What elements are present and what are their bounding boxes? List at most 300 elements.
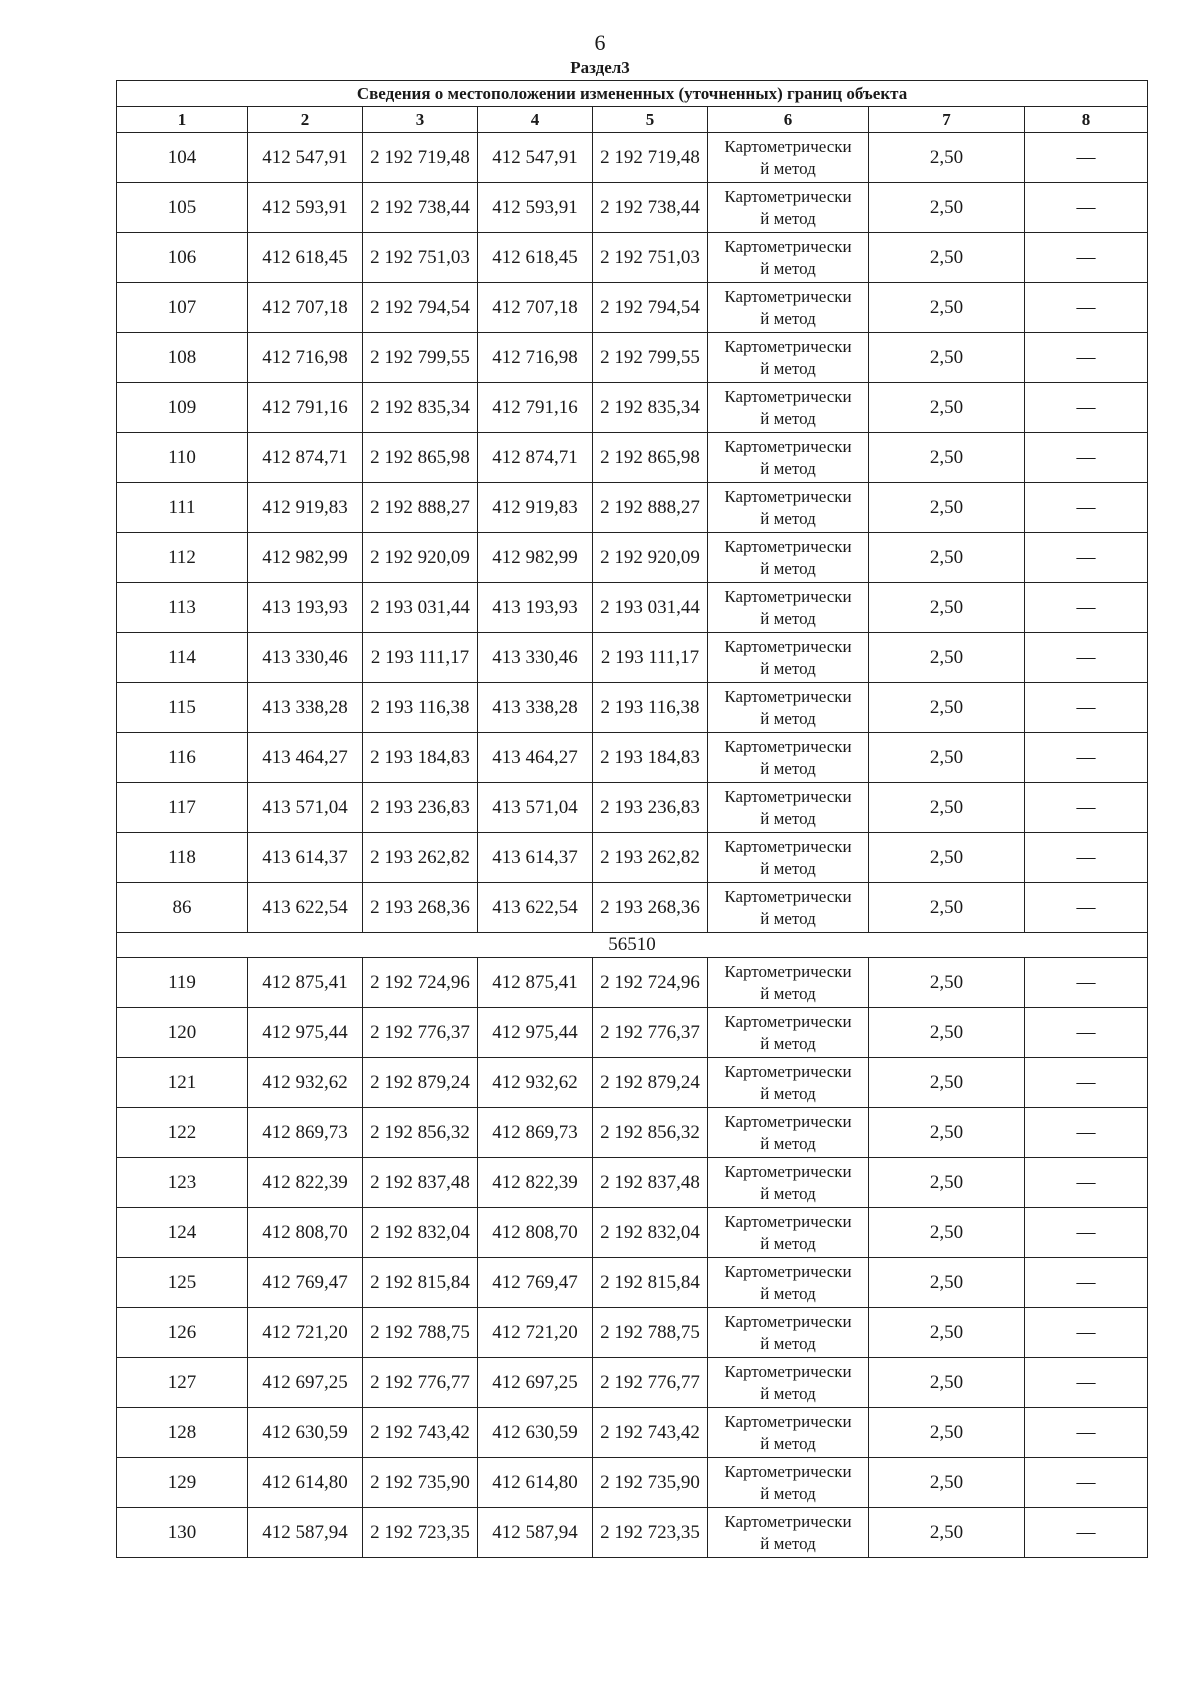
method-cell: [708, 533, 869, 583]
x-refined-cell: 413 464,27: [478, 733, 593, 783]
y-refined-cell: 2 192 724,96: [593, 958, 708, 1008]
point-number-cell: 109: [117, 383, 248, 433]
table-body: [117, 133, 1148, 1558]
method-line-1: Картометрически: [724, 286, 852, 306]
y-refined-cell: 2 192 835,34: [593, 383, 708, 433]
point-number-cell: 112: [117, 533, 248, 583]
method-cell: [708, 1058, 869, 1108]
method-line-2: й метод: [760, 1083, 816, 1103]
method-line-2: й метод: [760, 1383, 816, 1403]
x-refined-cell: 412 808,70: [478, 1208, 593, 1258]
column-number-1: 1: [117, 107, 248, 133]
description-cell: —: [1025, 283, 1148, 333]
y-existing-cell: 2 192 738,44: [363, 183, 478, 233]
x-refined-cell: 413 338,28: [478, 683, 593, 733]
column-number-7: 7: [869, 107, 1025, 133]
method-line-2: й метод: [760, 1033, 816, 1053]
y-refined-cell: 2 192 879,24: [593, 1058, 708, 1108]
method-line-1: Картометрически: [724, 1461, 852, 1481]
method-line-1: Картометрически: [724, 386, 852, 406]
x-existing-cell: 412 975,44: [248, 1008, 363, 1058]
method-line-2: й метод: [760, 858, 816, 878]
method-line-1: Картометрически: [724, 486, 852, 506]
method-line-1: Картометрически: [724, 686, 852, 706]
method-line-1: Картометрически: [724, 186, 852, 206]
method-line-2: й метод: [760, 308, 816, 328]
description-cell: —: [1025, 183, 1148, 233]
x-existing-cell: 412 822,39: [248, 1158, 363, 1208]
x-refined-cell: 412 769,47: [478, 1258, 593, 1308]
method-cell: [708, 1158, 869, 1208]
y-existing-cell: 2 192 735,90: [363, 1458, 478, 1508]
accuracy-cell: 2,50: [869, 383, 1025, 433]
accuracy-cell: 2,50: [869, 183, 1025, 233]
method-cell: [708, 1408, 869, 1458]
x-existing-cell: 412 932,62: [248, 1058, 363, 1108]
description-cell: —: [1025, 633, 1148, 683]
method-cell: [708, 583, 869, 633]
y-existing-cell: 2 192 856,32: [363, 1108, 478, 1158]
method-line-1: Картометрически: [724, 536, 852, 556]
method-line-2: й метод: [760, 983, 816, 1003]
method-line-1: Картометрически: [724, 136, 852, 156]
y-refined-cell: 2 192 788,75: [593, 1308, 708, 1358]
x-refined-cell: 412 593,91: [478, 183, 593, 233]
x-existing-cell: 412 614,80: [248, 1458, 363, 1508]
column-number-row: [117, 107, 1148, 133]
description-cell: —: [1025, 1058, 1148, 1108]
table-row: [117, 483, 1148, 533]
y-refined-cell: 2 192 799,55: [593, 333, 708, 383]
method-line-2: й метод: [760, 258, 816, 278]
description-cell: —: [1025, 1458, 1148, 1508]
method-line-1: Картометрически: [724, 786, 852, 806]
table-row: [117, 1208, 1148, 1258]
description-cell: —: [1025, 683, 1148, 733]
y-refined-cell: 2 193 236,83: [593, 783, 708, 833]
description-cell: —: [1025, 1358, 1148, 1408]
y-existing-cell: 2 192 794,54: [363, 283, 478, 333]
point-number-cell: 127: [117, 1358, 248, 1408]
y-existing-cell: 2 192 837,48: [363, 1158, 478, 1208]
y-refined-cell: 2 192 776,77: [593, 1358, 708, 1408]
table-row: [117, 1258, 1148, 1308]
table-row: [117, 533, 1148, 583]
column-number-6: 6: [708, 107, 869, 133]
y-refined-cell: 2 192 815,84: [593, 1258, 708, 1308]
x-existing-cell: 412 721,20: [248, 1308, 363, 1358]
method-cell: [708, 1208, 869, 1258]
x-refined-cell: 412 982,99: [478, 533, 593, 583]
point-number-cell: 121: [117, 1058, 248, 1108]
y-existing-cell: 2 192 719,48: [363, 133, 478, 183]
y-existing-cell: 2 193 111,17: [363, 633, 478, 683]
table-row: [117, 333, 1148, 383]
y-existing-cell: 2 192 743,42: [363, 1408, 478, 1458]
description-cell: —: [1025, 433, 1148, 483]
y-refined-cell: 2 192 865,98: [593, 433, 708, 483]
y-existing-cell: 2 192 832,04: [363, 1208, 478, 1258]
table-row: [117, 233, 1148, 283]
x-refined-cell: 412 707,18: [478, 283, 593, 333]
x-existing-cell: 413 330,46: [248, 633, 363, 683]
accuracy-cell: 2,50: [869, 1308, 1025, 1358]
x-existing-cell: 413 193,93: [248, 583, 363, 633]
method-line-2: й метод: [760, 1283, 816, 1303]
method-line-2: й метод: [760, 808, 816, 828]
x-refined-cell: 413 622,54: [478, 883, 593, 933]
method-line-2: й метод: [760, 608, 816, 628]
method-line-1: Картометрически: [724, 1261, 852, 1281]
method-cell: [708, 283, 869, 333]
x-existing-cell: 412 707,18: [248, 283, 363, 333]
method-line-1: Картометрически: [724, 1311, 852, 1331]
accuracy-cell: 2,50: [869, 1458, 1025, 1508]
x-existing-cell: 412 791,16: [248, 383, 363, 433]
method-line-2: й метод: [760, 658, 816, 678]
x-refined-cell: 412 822,39: [478, 1158, 593, 1208]
x-existing-cell: 412 769,47: [248, 1258, 363, 1308]
x-existing-cell: 412 587,94: [248, 1508, 363, 1558]
description-cell: —: [1025, 833, 1148, 883]
table-row: [117, 283, 1148, 333]
x-refined-cell: 412 716,98: [478, 333, 593, 383]
y-refined-cell: 2 193 268,36: [593, 883, 708, 933]
y-refined-cell: 2 192 837,48: [593, 1158, 708, 1208]
y-refined-cell: 2 192 735,90: [593, 1458, 708, 1508]
accuracy-cell: 2,50: [869, 1008, 1025, 1058]
method-cell: [708, 833, 869, 883]
accuracy-cell: 2,50: [869, 583, 1025, 633]
description-cell: —: [1025, 1308, 1148, 1358]
y-refined-cell: 2 192 856,32: [593, 1108, 708, 1158]
method-line-2: й метод: [760, 1183, 816, 1203]
y-refined-cell: 2 192 751,03: [593, 233, 708, 283]
method-cell: [708, 183, 869, 233]
table-row: [117, 1458, 1148, 1508]
method-line-2: й метод: [760, 158, 816, 178]
x-existing-cell: 412 869,73: [248, 1108, 363, 1158]
table-row: [117, 958, 1148, 1008]
accuracy-cell: 2,50: [869, 1058, 1025, 1108]
y-existing-cell: 2 192 799,55: [363, 333, 478, 383]
description-cell: —: [1025, 883, 1148, 933]
method-cell: [708, 1008, 869, 1058]
accuracy-cell: 2,50: [869, 1508, 1025, 1558]
x-existing-cell: 412 982,99: [248, 533, 363, 583]
y-existing-cell: 2 192 920,09: [363, 533, 478, 583]
method-line-2: й метод: [760, 1133, 816, 1153]
table-row: [117, 1008, 1148, 1058]
method-line-2: й метод: [760, 908, 816, 928]
x-existing-cell: 412 716,98: [248, 333, 363, 383]
point-number-cell: 130: [117, 1508, 248, 1558]
y-existing-cell: 2 193 184,83: [363, 733, 478, 783]
x-existing-cell: 412 874,71: [248, 433, 363, 483]
method-line-1: Картометрически: [724, 1361, 852, 1381]
table-row: [117, 1158, 1148, 1208]
method-cell: [708, 733, 869, 783]
table-row: [117, 1308, 1148, 1358]
method-line-1: Картометрически: [724, 636, 852, 656]
accuracy-cell: 2,50: [869, 683, 1025, 733]
accuracy-cell: 2,50: [869, 1358, 1025, 1408]
method-line-1: Картометрически: [724, 1111, 852, 1131]
y-existing-cell: 2 192 815,84: [363, 1258, 478, 1308]
method-cell: [708, 1358, 869, 1408]
table-row: [117, 433, 1148, 483]
y-refined-cell: 2 192 832,04: [593, 1208, 708, 1258]
method-line-2: й метод: [760, 1433, 816, 1453]
point-number-cell: 126: [117, 1308, 248, 1358]
method-cell: [708, 333, 869, 383]
column-number-3: 3: [363, 107, 478, 133]
accuracy-cell: 2,50: [869, 633, 1025, 683]
section-title: Раздел3: [570, 58, 630, 77]
accuracy-cell: 2,50: [869, 1258, 1025, 1308]
y-refined-cell: 2 192 743,42: [593, 1408, 708, 1458]
table-row: [117, 1408, 1148, 1458]
method-line-1: Картометрически: [724, 961, 852, 981]
point-number-cell: 124: [117, 1208, 248, 1258]
point-number-cell: 129: [117, 1458, 248, 1508]
accuracy-cell: 2,50: [869, 883, 1025, 933]
description-cell: —: [1025, 1258, 1148, 1308]
page-number: 6: [594, 30, 606, 55]
table-row: [117, 733, 1148, 783]
x-existing-cell: 413 338,28: [248, 683, 363, 733]
y-existing-cell: 2 193 236,83: [363, 783, 478, 833]
method-cell: [708, 633, 869, 683]
method-line-2: й метод: [760, 558, 816, 578]
accuracy-cell: 2,50: [869, 1158, 1025, 1208]
x-existing-cell: 412 547,91: [248, 133, 363, 183]
y-existing-cell: 2 192 723,35: [363, 1508, 478, 1558]
description-cell: —: [1025, 233, 1148, 283]
accuracy-cell: 2,50: [869, 133, 1025, 183]
method-line-1: Картометрически: [724, 1511, 852, 1531]
point-number-cell: 125: [117, 1258, 248, 1308]
point-number-cell: 111: [117, 483, 248, 533]
table-row: [117, 1508, 1148, 1558]
x-refined-cell: 412 614,80: [478, 1458, 593, 1508]
point-number-cell: 122: [117, 1108, 248, 1158]
description-cell: —: [1025, 1008, 1148, 1058]
method-line-2: й метод: [760, 408, 816, 428]
column-number-5: 5: [593, 107, 708, 133]
method-cell: [708, 1508, 869, 1558]
y-refined-cell: 2 193 262,82: [593, 833, 708, 883]
table-row: [117, 633, 1148, 683]
y-existing-cell: 2 192 724,96: [363, 958, 478, 1008]
description-cell: —: [1025, 1408, 1148, 1458]
y-existing-cell: 2 193 262,82: [363, 833, 478, 883]
method-cell: [708, 233, 869, 283]
x-refined-cell: 413 330,46: [478, 633, 593, 683]
table-row: [117, 583, 1148, 633]
point-number-cell: 106: [117, 233, 248, 283]
accuracy-cell: 2,50: [869, 483, 1025, 533]
x-existing-cell: 413 622,54: [248, 883, 363, 933]
y-refined-cell: 2 193 031,44: [593, 583, 708, 633]
description-cell: —: [1025, 133, 1148, 183]
x-refined-cell: 413 571,04: [478, 783, 593, 833]
method-line-2: й метод: [760, 358, 816, 378]
table-row: [117, 183, 1148, 233]
method-line-1: Картометрически: [724, 736, 852, 756]
description-cell: —: [1025, 1108, 1148, 1158]
method-cell: [708, 958, 869, 1008]
description-cell: —: [1025, 583, 1148, 633]
method-line-2: й метод: [760, 208, 816, 228]
y-refined-cell: 2 192 776,37: [593, 1008, 708, 1058]
accuracy-cell: 2,50: [869, 1108, 1025, 1158]
method-line-1: Картометрически: [724, 1411, 852, 1431]
method-cell: [708, 383, 869, 433]
method-cell: [708, 1308, 869, 1358]
method-line-2: й метод: [760, 458, 816, 478]
table-row: [117, 883, 1148, 933]
accuracy-cell: 2,50: [869, 433, 1025, 483]
y-existing-cell: 2 192 879,24: [363, 1058, 478, 1108]
y-existing-cell: 2 192 788,75: [363, 1308, 478, 1358]
x-refined-cell: 412 618,45: [478, 233, 593, 283]
y-refined-cell: 2 193 116,38: [593, 683, 708, 733]
accuracy-cell: 2,50: [869, 533, 1025, 583]
method-line-1: Картометрически: [724, 886, 852, 906]
accuracy-cell: 2,50: [869, 833, 1025, 883]
x-refined-cell: 412 630,59: [478, 1408, 593, 1458]
method-line-2: й метод: [760, 508, 816, 528]
description-cell: —: [1025, 483, 1148, 533]
point-number-cell: 119: [117, 958, 248, 1008]
accuracy-cell: 2,50: [869, 733, 1025, 783]
method-cell: [708, 433, 869, 483]
x-refined-cell: 412 975,44: [478, 1008, 593, 1058]
y-refined-cell: 2 192 888,27: [593, 483, 708, 533]
y-existing-cell: 2 192 776,77: [363, 1358, 478, 1408]
method-line-1: Картометрически: [724, 836, 852, 856]
accuracy-cell: 2,50: [869, 783, 1025, 833]
description-cell: —: [1025, 958, 1148, 1008]
x-refined-cell: 412 869,73: [478, 1108, 593, 1158]
accuracy-cell: 2,50: [869, 1408, 1025, 1458]
description-cell: —: [1025, 533, 1148, 583]
method-line-2: й метод: [760, 758, 816, 778]
y-refined-cell: 2 193 184,83: [593, 733, 708, 783]
point-number-cell: 113: [117, 583, 248, 633]
method-line-1: Картометрически: [724, 336, 852, 356]
x-existing-cell: 412 697,25: [248, 1358, 363, 1408]
point-number-cell: 114: [117, 633, 248, 683]
y-existing-cell: 2 193 031,44: [363, 583, 478, 633]
x-refined-cell: 412 587,94: [478, 1508, 593, 1558]
y-existing-cell: 2 192 888,27: [363, 483, 478, 533]
y-existing-cell: 2 192 751,03: [363, 233, 478, 283]
method-cell: [708, 683, 869, 733]
point-number-cell: 86: [117, 883, 248, 933]
table-row: [117, 1358, 1148, 1408]
method-line-2: й метод: [760, 1333, 816, 1353]
method-line-2: й метод: [760, 1483, 816, 1503]
method-line-1: Картометрически: [724, 586, 852, 606]
y-refined-cell: 2 192 738,44: [593, 183, 708, 233]
point-number-cell: 116: [117, 733, 248, 783]
description-cell: —: [1025, 333, 1148, 383]
y-existing-cell: 2 193 268,36: [363, 883, 478, 933]
accuracy-cell: 2,50: [869, 333, 1025, 383]
x-existing-cell: 412 875,41: [248, 958, 363, 1008]
x-refined-cell: 412 791,16: [478, 383, 593, 433]
accuracy-cell: 2,50: [869, 233, 1025, 283]
x-refined-cell: 412 919,83: [478, 483, 593, 533]
x-existing-cell: 412 630,59: [248, 1408, 363, 1458]
x-refined-cell: 413 193,93: [478, 583, 593, 633]
point-number-cell: 120: [117, 1008, 248, 1058]
accuracy-cell: 2,50: [869, 1208, 1025, 1258]
method-line-2: й метод: [760, 1233, 816, 1253]
method-line-2: й метод: [760, 708, 816, 728]
y-refined-cell: 2 192 794,54: [593, 283, 708, 333]
method-line-1: Картометрически: [724, 1161, 852, 1181]
x-existing-cell: 413 614,37: [248, 833, 363, 883]
method-cell: [708, 1458, 869, 1508]
point-number-cell: 123: [117, 1158, 248, 1208]
x-existing-cell: 412 919,83: [248, 483, 363, 533]
x-refined-cell: 412 721,20: [478, 1308, 593, 1358]
method-cell: [708, 483, 869, 533]
method-line-1: Картометрически: [724, 236, 852, 256]
point-number-cell: 115: [117, 683, 248, 733]
column-number-2: 2: [248, 107, 363, 133]
accuracy-cell: 2,50: [869, 283, 1025, 333]
y-existing-cell: 2 192 835,34: [363, 383, 478, 433]
table-row: [117, 683, 1148, 733]
point-number-cell: 117: [117, 783, 248, 833]
x-refined-cell: 412 932,62: [478, 1058, 593, 1108]
method-line-1: Картометрически: [724, 1211, 852, 1231]
table-title: Сведения о местоположении измененных (уточненных) границ объекта: [117, 81, 1148, 107]
group-label: 56510: [117, 933, 1148, 958]
table-row: [117, 783, 1148, 833]
method-line-1: Картометрически: [724, 436, 852, 456]
x-refined-cell: 412 547,91: [478, 133, 593, 183]
method-line-1: Картометрически: [724, 1061, 852, 1081]
description-cell: —: [1025, 733, 1148, 783]
x-refined-cell: 412 874,71: [478, 433, 593, 483]
boundary-coordinates-table: [116, 80, 1148, 1558]
method-cell: [708, 783, 869, 833]
y-existing-cell: 2 192 865,98: [363, 433, 478, 483]
x-existing-cell: 413 571,04: [248, 783, 363, 833]
description-cell: —: [1025, 1508, 1148, 1558]
description-cell: —: [1025, 1208, 1148, 1258]
description-cell: —: [1025, 383, 1148, 433]
y-refined-cell: 2 192 723,35: [593, 1508, 708, 1558]
accuracy-cell: 2,50: [869, 958, 1025, 1008]
method-line-2: й метод: [760, 1533, 816, 1553]
table-row: [117, 133, 1148, 183]
description-cell: —: [1025, 783, 1148, 833]
x-refined-cell: 412 875,41: [478, 958, 593, 1008]
x-existing-cell: 412 618,45: [248, 233, 363, 283]
x-existing-cell: 413 464,27: [248, 733, 363, 783]
column-number-8: 8: [1025, 107, 1148, 133]
y-refined-cell: 2 193 111,17: [593, 633, 708, 683]
y-refined-cell: 2 192 920,09: [593, 533, 708, 583]
y-existing-cell: 2 193 116,38: [363, 683, 478, 733]
point-number-cell: 128: [117, 1408, 248, 1458]
